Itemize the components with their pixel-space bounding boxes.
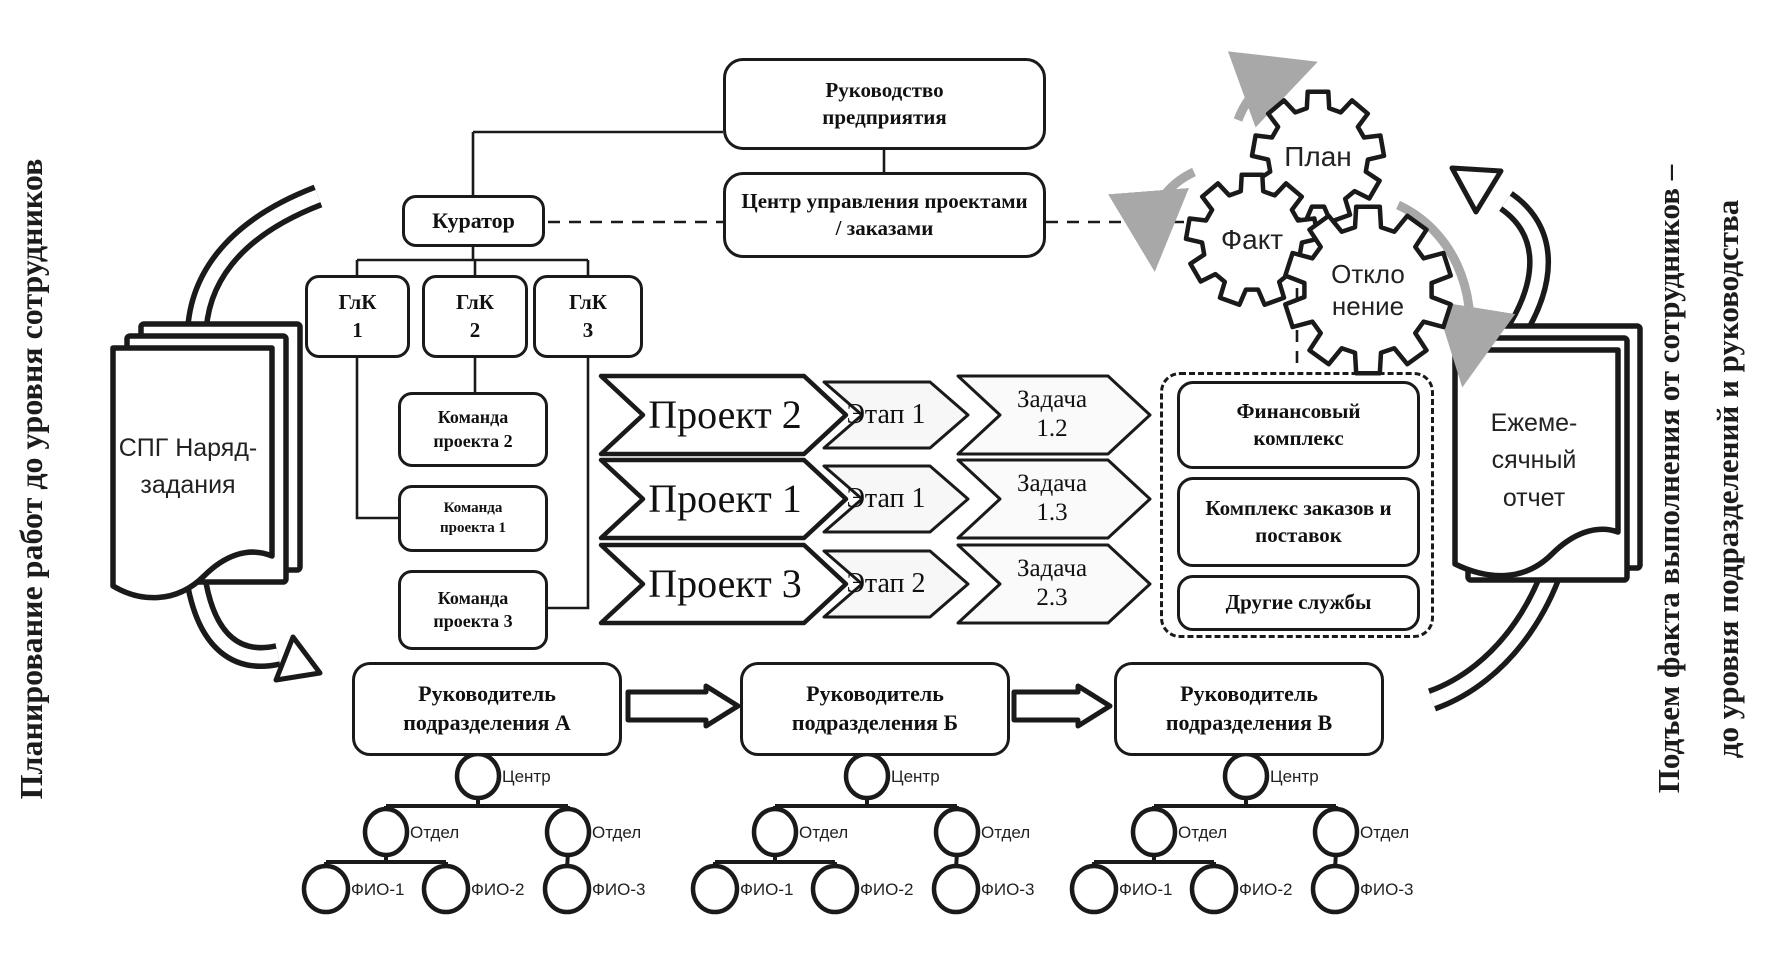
- tree-emp-node-2: [1192, 866, 1236, 912]
- tree-emp-node-1: [1072, 866, 1116, 912]
- left-axis-text: Планирование работ до уровня сотрудников: [12, 158, 49, 800]
- management-box: [723, 58, 1046, 150]
- team-box-1: [398, 485, 548, 552]
- tree-emp-label-1: ФИО-1: [1119, 880, 1173, 899]
- project-2-label: Проект 1: [648, 476, 802, 521]
- gear-plan-label: План: [1284, 140, 1352, 172]
- glk-2-line1: ГлК: [455, 290, 494, 315]
- glk-1-line1: ГлК: [338, 290, 377, 315]
- unit-box-v: [1114, 662, 1384, 756]
- tree-emp-node-1: [304, 866, 348, 912]
- glk-box-2: [422, 275, 528, 358]
- tree-emp-node-2: [424, 866, 468, 912]
- tree-dept-node-right: [936, 809, 978, 855]
- service-finance-label: Финансовый комплекс: [1236, 398, 1361, 450]
- team-2-label: Команда проекта 2: [433, 407, 513, 451]
- team-box-2: [398, 392, 548, 467]
- org-trees: [304, 754, 1413, 912]
- tree-dept-label-left: Отдел: [799, 823, 849, 842]
- service-box-finance: [1177, 381, 1420, 469]
- left-axis-label: [0, 0, 62, 958]
- glk-3-line2: 3: [582, 317, 594, 342]
- team-box-3: [398, 570, 548, 650]
- project-center-box: [723, 172, 1046, 258]
- unit-a-label: Руководитель подразделения А: [403, 681, 571, 735]
- service-other-label: Другие службы: [1225, 590, 1372, 615]
- task-1-label: Задача 1.2: [1016, 386, 1088, 442]
- org-tree-3: [1072, 754, 1413, 912]
- block-arrow-b-to-v: [1014, 686, 1110, 726]
- project-1-label: Проект 2: [648, 392, 802, 437]
- service-orders-label: Комплекс заказов и поставок: [1205, 495, 1392, 547]
- tree-emp-node-3: [934, 866, 978, 912]
- tree-dept-label-right: Отдел: [592, 823, 642, 842]
- tree-emp-label-2: ФИО-2: [471, 880, 525, 899]
- tree-center-label: Центр: [502, 767, 551, 786]
- tree-dept-label-right: Отдел: [981, 823, 1031, 842]
- task-2-label: Задача 1.3: [1016, 470, 1088, 526]
- tree-dept-label-left: Отдел: [1178, 823, 1228, 842]
- tree-dept-label-right: Отдел: [1360, 823, 1410, 842]
- right-axis-label: [1632, 0, 1766, 958]
- tree-dept-node-left: [754, 809, 796, 855]
- tree-emp-label-2: ФИО-2: [860, 880, 914, 899]
- block-arrow-a-to-b: [628, 686, 738, 726]
- glk-1-line2: 1: [352, 317, 363, 342]
- glk-2-line2: 2: [469, 317, 481, 342]
- tree-dept-node-left: [365, 809, 407, 855]
- gear-fact-label: Факт: [1220, 223, 1284, 255]
- unit-box-a: [352, 662, 622, 756]
- tree-dept-label-left: Отдел: [410, 823, 460, 842]
- right-axis-text-line1: Подъем факта выполнения от сотрудников –: [1651, 164, 1687, 794]
- tree-emp-node-3: [1313, 866, 1357, 912]
- org-tree-1: [304, 754, 645, 912]
- glk-box-3: [533, 275, 643, 358]
- stage-2-label: Этап 1: [846, 482, 926, 514]
- project-center-label: Центр управления проектами / заказами: [741, 188, 1028, 240]
- service-box-orders: [1177, 477, 1420, 567]
- stage-3-label: Этап 2: [846, 567, 926, 599]
- tree-center-node: [1225, 754, 1267, 798]
- stage-1-label: Этап 1: [846, 398, 926, 430]
- tree-dept-node-right: [1315, 809, 1357, 855]
- document-report-label: Ежеме-сячный отчет: [1490, 408, 1578, 512]
- tree-emp-label-3: ФИО-3: [981, 880, 1035, 899]
- task-3-label: Задача 2.3: [1016, 555, 1088, 611]
- gear-deviation-label: Отклонение: [1331, 258, 1405, 321]
- project-3-label: Проект 3: [648, 561, 802, 606]
- curator-label: Куратор: [432, 207, 515, 233]
- tree-center-label: Центр: [891, 767, 940, 786]
- tree-emp-label-1: ФИО-1: [740, 880, 794, 899]
- document-spg-label: СПГ Наряд-задания: [118, 433, 258, 499]
- right-axis-text-line2: до уровня подразделений и руководства: [1710, 199, 1745, 759]
- arrowhead-to-unit-a: [276, 637, 320, 680]
- tree-center-label: Центр: [1270, 767, 1319, 786]
- unit-v-label: Руководитель подразделения В: [1165, 681, 1333, 735]
- service-box-other: [1177, 575, 1420, 631]
- tree-emp-label-3: ФИО-3: [592, 880, 646, 899]
- tree-dept-node-right: [547, 809, 589, 855]
- tree-center-node: [846, 754, 888, 798]
- tree-emp-label-1: ФИО-1: [351, 880, 405, 899]
- team-1-label: Команда проекта 1: [439, 500, 507, 536]
- team-3-label: Команда проекта 3: [433, 587, 513, 631]
- tree-center-node: [457, 754, 499, 798]
- glk-3-line1: ГлК: [568, 290, 607, 315]
- glk-box-1: [305, 275, 410, 358]
- unit-box-b: [740, 662, 1010, 756]
- tree-emp-label-2: ФИО-2: [1239, 880, 1293, 899]
- tree-emp-label-3: ФИО-3: [1360, 880, 1414, 899]
- management-label: Руководство предприятия: [822, 77, 947, 129]
- arrowhead-to-gears: [1452, 168, 1501, 212]
- tree-emp-node-1: [693, 866, 737, 912]
- tree-emp-node-2: [813, 866, 857, 912]
- curator-box: [402, 195, 545, 247]
- tree-emp-node-3: [545, 866, 589, 912]
- tree-dept-node-left: [1133, 809, 1175, 855]
- unit-b-label: Руководитель подразделения Б: [791, 681, 959, 735]
- org-tree-2: [693, 754, 1034, 912]
